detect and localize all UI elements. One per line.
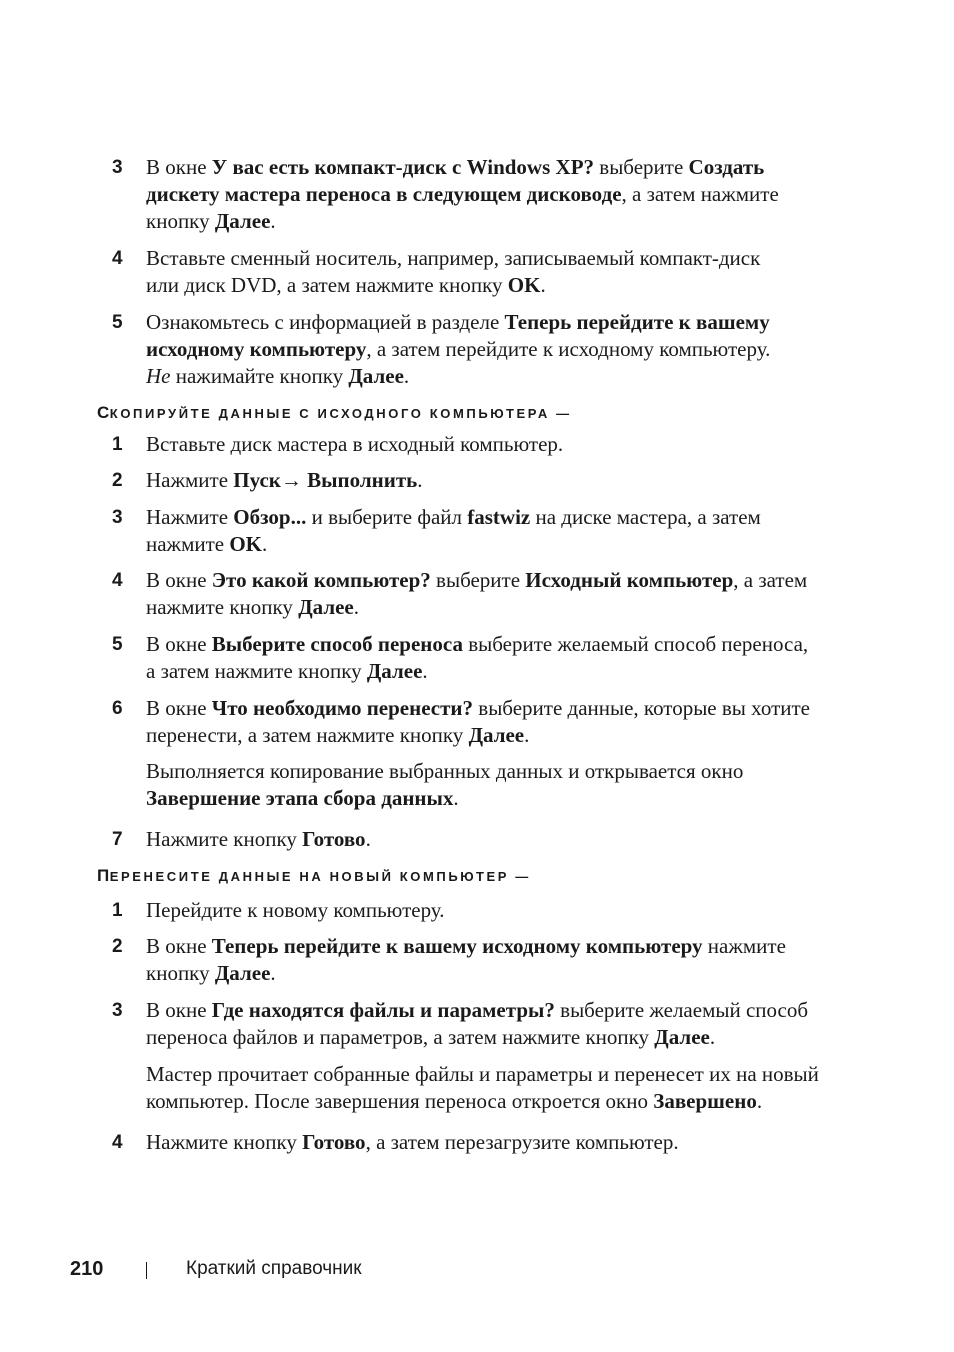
step-text: В окне У вас есть компакт-диск с Windows XP? выберите Создать дискету мастера переноса в следующем дисководе, а затем нажмите кнопку Далее. — [146, 155, 779, 233]
step-number: 3 — [112, 507, 123, 528]
step-c3-note: Мастер прочитает собранные файлы и параметры и перенесет их на новый компьютер. После завершения переноса откроется окно Завершено. — [146, 1062, 819, 1113]
step-text: Нажмите Пуск→ Выполнить. — [146, 468, 423, 492]
step-number: 3 — [112, 1000, 123, 1021]
step-number: 5 — [112, 312, 123, 333]
step-number: 5 — [112, 634, 123, 655]
step-text: В окне Что необходимо перенести? выберите данные, которые вы хотите перенести, а затем нажмите кнопку Далее. — [146, 696, 810, 747]
step-b6-note: Выполняется копирование выбранных данных и открывается окно Завершение этапа сбора данных. — [146, 759, 744, 810]
step-text: Нажмите кнопку Готово, а затем перезагрузите компьютер. — [146, 1130, 679, 1154]
step-text: В окне Где находятся файлы и параметры? выберите желаемый способ переноса файлов и параметров, а затем нажмите кнопку Далее. — [146, 998, 809, 1049]
step-text: Нажмите Обзор... и выберите файл fastwiz на диске мастера, а затем нажмите OK. — [146, 505, 761, 556]
step-number: 3 — [112, 157, 123, 178]
step-text: Вставьте диск мастера в исходный компьютер. — [146, 432, 564, 456]
step-text: Нажмите кнопку Готово. — [146, 827, 371, 851]
step-number: 1 — [112, 434, 123, 455]
step-number: 6 — [112, 698, 123, 719]
step-text: Вставьте сменный носитель, например, записываемый компакт-диск или диск DVD, а затем нажмите кнопку OK. — [146, 246, 761, 297]
step-number: 4 — [112, 248, 123, 269]
step-text: Ознакомьтесь с информацией в разделе Теперь перейдите к вашему исходному компьютеру, а затем перейдите к исходному компьютеру. Не нажимайте кнопку Далее. — [146, 310, 771, 388]
step-text: В окне Выберите способ переноса выберите желаемый способ переноса, а затем нажмите кнопку Далее. — [146, 632, 809, 683]
step-number: 4 — [112, 570, 123, 591]
section-heading-transfer: ПЕРЕНЕСИТЕ ДАННЫЕ НА НОВЫЙ КОМПЬЮТЕР — — [97, 866, 531, 885]
step-text: В окне Это какой компьютер? выберите Исходный компьютер, а затем нажмите кнопку Далее. — [146, 568, 808, 619]
section-heading-copy: СКОПИРУЙТЕ ДАННЫЕ С ИСХОДНОГО КОМПЬЮТЕРА — — [97, 403, 572, 422]
step-number: 2 — [112, 936, 123, 957]
step-number: 2 — [112, 470, 123, 491]
step-text: В окне Теперь перейдите к вашему исходному компьютеру нажмите кнопку Далее. — [146, 934, 786, 985]
page-number: 210 — [70, 1258, 104, 1280]
step-number: 4 — [112, 1132, 123, 1153]
step-text: Перейдите к новому компьютеру. — [146, 898, 445, 922]
step-number: 1 — [112, 900, 123, 921]
footer-section-title: Краткий справочник — [186, 1258, 362, 1279]
footer-divider — [146, 1262, 147, 1279]
step-number: 7 — [112, 829, 123, 850]
